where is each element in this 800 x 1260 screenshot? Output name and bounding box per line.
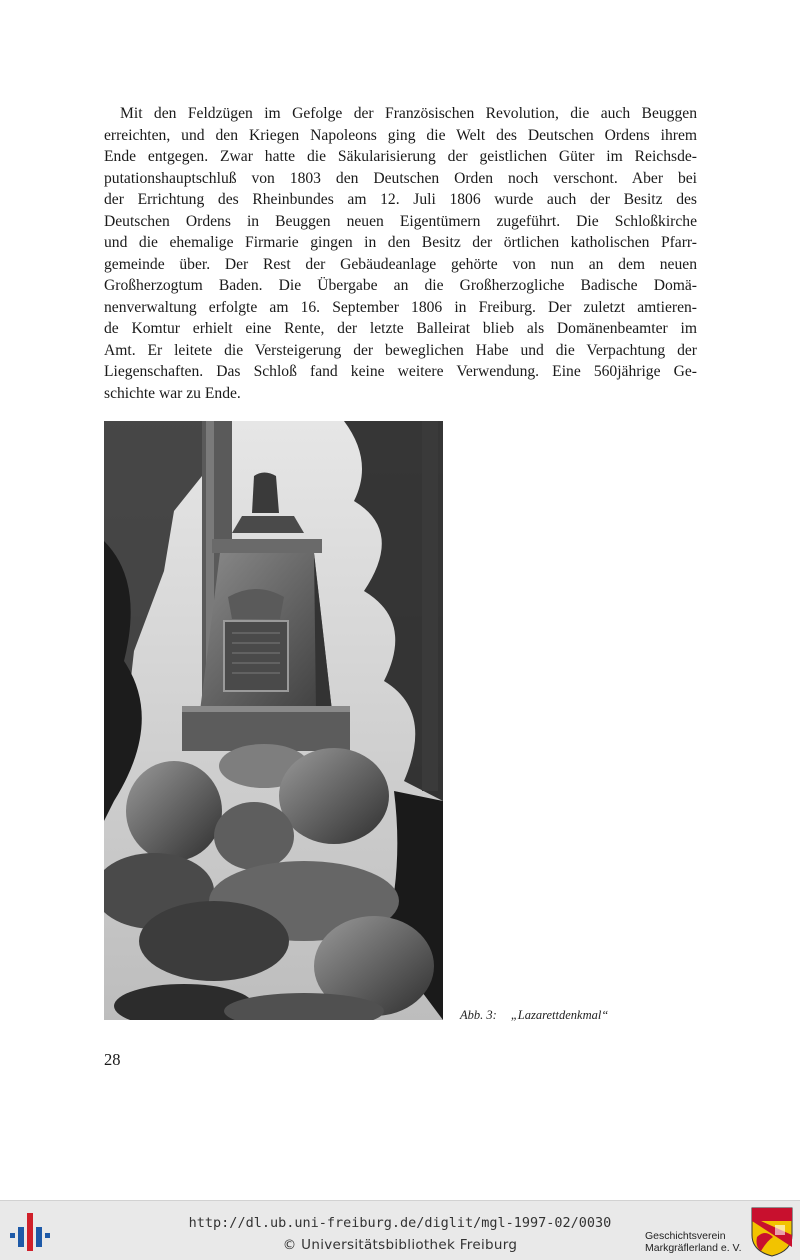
society-name-line: Geschichtsverein (645, 1230, 726, 1242)
text-line: und die ehemalige Firmarie gingen in den Besitz der örtlichen katholischen Pfarr- (104, 234, 697, 251)
page-number: 28 (104, 1050, 121, 1069)
monument-photo (104, 421, 443, 1020)
text-line: de Komtur erhielt eine Rente, der letzte Balleirat blieb als Domänenbeamter im (104, 320, 697, 337)
text-line: Deutschen Ordens in Beuggen neuen Eigentümern zugeführt. Die Schloßkirche (104, 212, 697, 230)
text-line: Amt. Er leitete die Versteigerung der beweglichen Habe und die Verpachtung der (104, 341, 697, 359)
copyright-text: © Universitätsbibliothek Freiburg (282, 1237, 518, 1253)
document-url-link[interactable]: http://dl.ub.uni-freiburg.de/diglit/mgl-1997-02/0030 (188, 1215, 612, 1231)
figure-title: „Lazarettdenkmal“ (510, 1008, 609, 1022)
society-name (645, 1230, 742, 1254)
text-line: nenverwaltung erfolgte am 16. September 1806 in Freiburg. Der zuletzt amtieren- (104, 298, 697, 316)
text-line: gemeinde über. Der Rest der Gebäudeanlage gehörte von nun an dem neuen (104, 255, 697, 273)
figure-caption (460, 1008, 608, 1023)
footer-bar (0, 1200, 800, 1260)
monument-photo-image (104, 421, 443, 1020)
text-line: putationshauptschluß von 1803 den Deutschen Orden noch verschont. Aber bei (104, 169, 697, 187)
figure-number: Abb. 3: (460, 1008, 497, 1022)
body-text (104, 103, 697, 404)
text-line: erreichten, und den Kriegen Napoleons ging die Welt des Deutschen Ordens ihrem (104, 126, 697, 144)
text-line: schichte war zu Ende. (104, 384, 241, 402)
text-line: Mit den Feldzügen im Gefolge der Französischen Revolution, die auch Beuggen (120, 105, 697, 122)
text-line: Liegenschaften. Das Schloß fand keine weitere Verwendung. Eine 560jährige Ge- (104, 363, 697, 380)
text-line: Ende entgegen. Zwar hatte die Säkularisierung der geistlichen Güter im Reichsde- (104, 148, 697, 165)
text-line: Großherzogtum Baden. Die Übergabe an die Großherzogliche Badische Domä- (104, 277, 697, 294)
society-name-line: Markgräflerland e. V. (645, 1242, 742, 1254)
coat-of-arms-icon (751, 1207, 793, 1257)
text-line: der Errichtung des Rheinbundes am 12. Juli 1806 wurde auch der Besitz des (104, 191, 697, 208)
